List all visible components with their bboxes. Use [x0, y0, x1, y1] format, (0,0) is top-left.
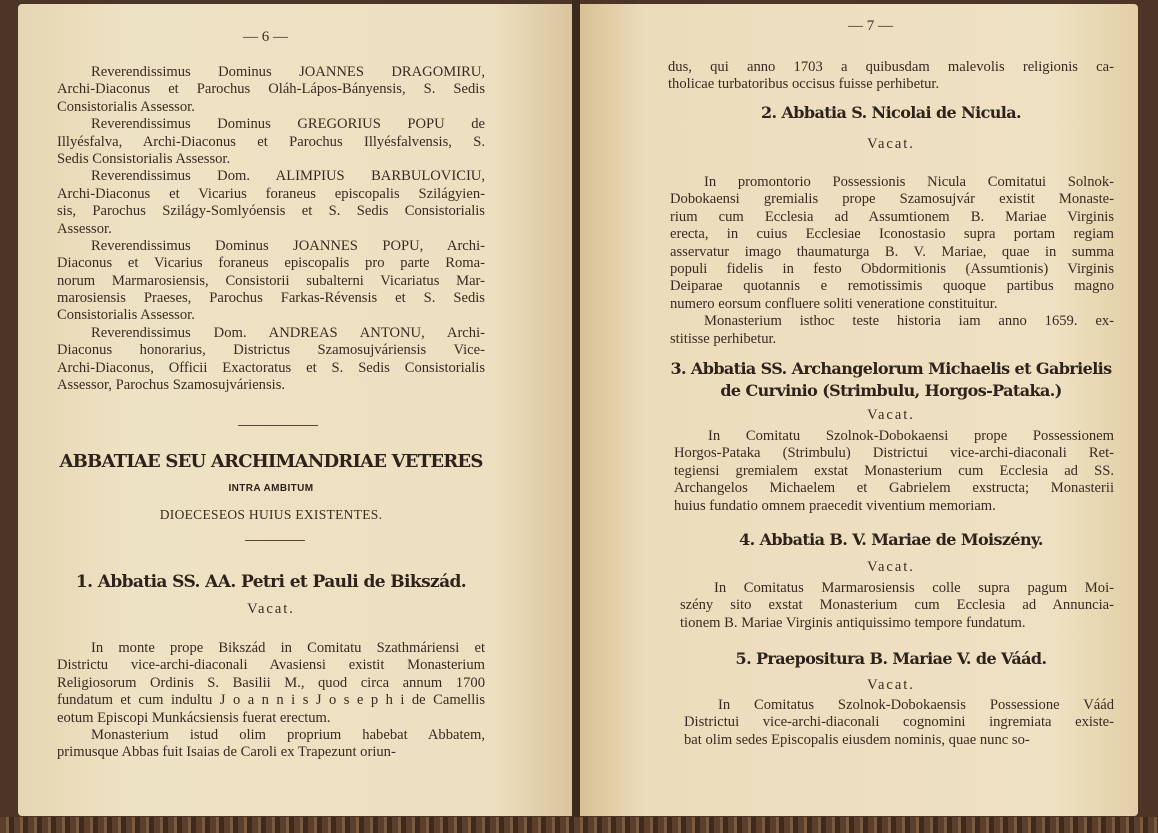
- continuation-text: [668, 59, 1114, 94]
- vacat-label: Vacat.: [867, 136, 915, 152]
- text-line: Reverendissimus Dom. ALIMPIUS BARBULOVICIU,: [91, 168, 485, 185]
- divider: [245, 540, 305, 541]
- vacat-label: Vacat.: [867, 407, 915, 423]
- clergy-list: [57, 64, 485, 394]
- text-line: numero eorsum confluere soliti veneratione constituitur.: [670, 295, 998, 312]
- text-line: asservatur imago thaumaturga B. V. Mariae, quae in summa: [670, 243, 1114, 260]
- text-line: Consistorialis Assessor.: [57, 98, 195, 115]
- text-line: erecta, in cuius Ecclesiae Iconostasio supra portam regiam: [670, 226, 1114, 243]
- text-line: In Comitatus Marmarosiensis colle supra pagum Moi-: [714, 580, 1114, 596]
- text-line: Assessor.: [57, 220, 112, 237]
- section-subtitle-2: DIOECESEOS HUIUS EXISTENTES.: [159, 507, 383, 522]
- text-line: Sedis Consistorialis Assessor.: [57, 150, 231, 167]
- text-line: Deiparae quotannis e remotissimis quoque partibus magno: [670, 278, 1114, 295]
- text-line: tholicae turbatoribus occisus fuisse perhibetur.: [668, 76, 940, 93]
- text-line: Dobokaensi gremialis prope Szamosujvár existit Monaste-: [670, 191, 1114, 208]
- abbey-heading-3: 3. Abbatia SS. Archangelorum Michaelis et Gabrielis: [670, 359, 1112, 378]
- text-line: Consistorialis Assessor.: [57, 307, 195, 324]
- book-spine: [572, 0, 580, 833]
- text-line: fundatum et cum indultu J o a n n i s J o s e p h i de Camellis: [57, 692, 485, 709]
- vacat-label: Vacat.: [867, 559, 915, 575]
- text-line: Illyésfalva, Archi-Diaconus et Parochus Illyésfalvensis, S.: [57, 133, 485, 150]
- abbey-heading-3-line2: de Curvinio (Strimbulu, Horgos-Pataka.): [720, 381, 1062, 400]
- text-line: In Comitatu Szolnok-Dobokaensi prope Possessionem: [708, 428, 1114, 444]
- abbey-text-2: [670, 174, 1114, 348]
- text-line: marosiensis Praeses, Parochus Farkas-Révensis et S. Sedis: [57, 290, 485, 307]
- text-line: rium cum Ecclesia ad Assumtionem B. Mariae Virginis: [670, 208, 1114, 225]
- text-line: In promontorio Possessionis Nicula Comitatui Solnok-: [704, 174, 1114, 190]
- abbey-text-4: [680, 580, 1114, 632]
- text-line: huius fundatio omnem praecedit viventium memoriam.: [674, 497, 996, 514]
- section-subtitle: INTRA AMBITUM: [228, 483, 314, 494]
- page-number-right: — 7 —: [848, 18, 893, 34]
- text-line: Religiosorum Ordinis S. Basilii M., quod circa annum 1700: [57, 674, 485, 691]
- abbey-heading-5: 5. Praepositura B. Mariae V. de Váád.: [735, 649, 1047, 668]
- vacat-label: Vacat.: [867, 677, 915, 693]
- text-line: Districtu vice-archi-diaconali Avasiensi existit Monasterium: [57, 657, 485, 674]
- text-line: Reverendissimus Dom. ANDREAS ANTONU, Archi-: [91, 324, 485, 341]
- text-line: Reverendissimus Dominus JOANNES DRAGOMIRU,: [91, 64, 485, 80]
- text-line: In Comitatus Szolnok-Dobokaensis Possessione Váád: [718, 697, 1114, 713]
- abbey-text-5: [684, 697, 1114, 749]
- text-line: Reverendissimus Dominus GREGORIUS POPU de: [91, 116, 485, 133]
- divider: [238, 425, 318, 426]
- text-line: szény sito exstat Monasterium cum Ecclesia ad Annuncia-: [680, 597, 1114, 614]
- text-line: dus, qui anno 1703 a quibusdam malevolis religionis ca-: [668, 59, 1114, 75]
- text-line: eotum Episcopi Munkácsiensis fuerat erectum.: [57, 709, 331, 726]
- text-line: Districtui vice-archi-diaconali cognomini ingremiata existe-: [684, 714, 1114, 731]
- text-line: tegiensi gremialem exstat Monasterium cum Ecclesia ad SS.: [674, 462, 1114, 479]
- section-title: ABBATIAE SEU ARCHIMANDRIAE VETERES: [59, 451, 483, 472]
- text-line: Monasterium istud olim proprium habebat Abbatem,: [91, 726, 485, 743]
- abbey-text-3: [674, 428, 1114, 515]
- text-line: tionem B. Mariae Virginis antiquissimo tempore fundatum.: [680, 614, 1026, 631]
- text-line: Monasterium isthoc teste historia iam anno 1659. ex-: [704, 313, 1114, 330]
- text-line: primusque Abbas fuit Isaias de Caroli ex Trapezunt oriun-: [57, 744, 396, 761]
- text-line: In monte prope Bikszád in Comitatu Szathmáriensi et: [91, 640, 485, 656]
- abbey-heading-2: 2. Abbatia S. Nicolai de Nicula.: [760, 103, 1021, 122]
- text-line: sis, Parochus Szilágy-Somlyóensis et S. Sedis Consistorialis: [57, 203, 485, 220]
- text-line: Diaconus honorarius, Districtus Szamosujváriensis Vice-: [57, 342, 485, 359]
- text-line: Diaconus et Vicarius foraneus episcopalis pro parte Roma-: [57, 255, 485, 272]
- abbey-heading-1: 1. Abbatia SS. AA. Petri et Pauli de Bikszád.: [75, 572, 467, 592]
- text-line: norum Marmarosiensis, Consistorii subalterni Vicariatus Mar-: [57, 272, 485, 289]
- text-line: Horgos-Pataka (Strimbulu) Districtui vice-archi-diaconali Ret-: [674, 445, 1114, 462]
- text-line: populi fidelis in festo Obdormitionis (Assumtionis) Virginis: [670, 260, 1114, 277]
- text-line: stitisse perhibetur.: [670, 330, 777, 347]
- text-line: bat olim sedes Episcopalis eiusdem nominis, quae nunc so-: [684, 731, 1030, 748]
- abbey-text-1: [57, 639, 485, 761]
- text-line: Archi-Diaconus et Vicarius foraneus episcopalis Szilágyien-: [57, 185, 485, 202]
- page-number-left: — 6 —: [243, 29, 288, 45]
- text-line: Reverendissimus Dominus JOANNES POPU, Archi-: [91, 237, 485, 254]
- vacat-label: Vacat.: [247, 601, 295, 617]
- text-line: Archangelos Michaelem et Gabrielem exstructa; Monasterii: [674, 480, 1114, 497]
- text-line: Assessor, Parochus Szamosujváriensis.: [57, 377, 286, 394]
- text-line: Archi-Diaconus, Officii Exactoratus et S. Sedis Consistorialis: [57, 359, 485, 376]
- abbey-heading-4: 4. Abbatia B. V. Mariae de Moiszény.: [739, 530, 1043, 549]
- book-edge: [0, 817, 1158, 833]
- text-line: Archi-Diaconus et Parochus Oláh-Lápos-Bányensis, S. Sedis: [57, 81, 485, 98]
